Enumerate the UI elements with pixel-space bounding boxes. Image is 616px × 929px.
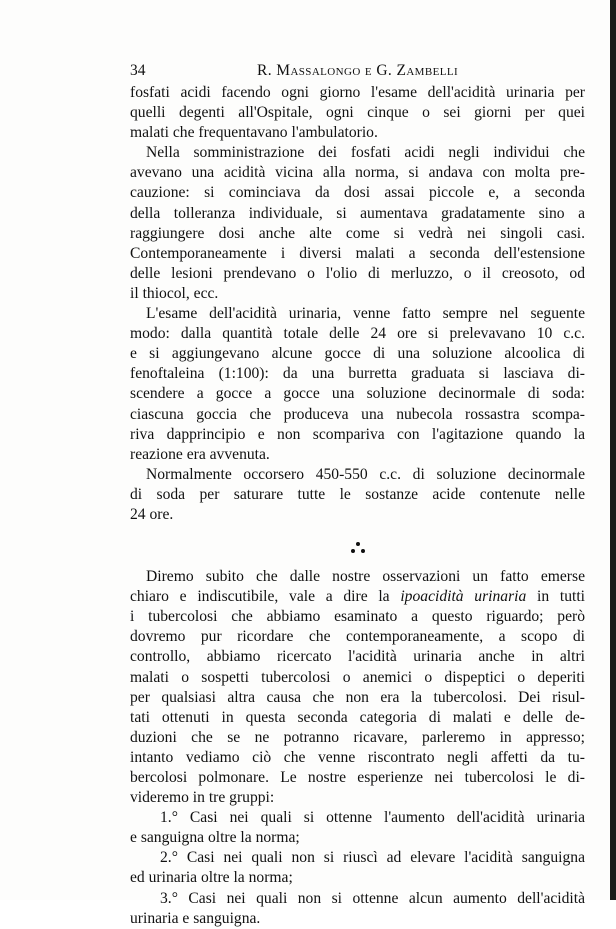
text-line: videremo in tre gruppi: (130, 789, 275, 807)
text-line: della tolleranza individuale, si aumentava gradatamente sino a (130, 204, 585, 222)
paragraph (130, 567, 585, 808)
text-line: i tubercolosi che abbiamo esaminato a questo riguardo; però (130, 608, 585, 626)
text-line: L'esame dell'acidità urinaria, venne fatto sempre nel seguente (146, 305, 585, 323)
text-line-with-emphasis (130, 587, 585, 607)
text-line: duzioni che se ne potranno ricavare, parleremo in appresso; (130, 728, 585, 746)
text-line: fenoftaleina (1:100): da una burretta graduata si lasciava di- (130, 365, 585, 383)
separator-dot (361, 549, 365, 553)
text-line: cauzione: si cominciava da dosi assai piccole e, a seconda (130, 184, 585, 202)
group-list (130, 808, 585, 929)
text-line: raggiungere dosi anche alte come si vedrà nei singoli casi. (130, 224, 585, 242)
text-line: controllo, abbiamo ricercato l'acidità urinaria anche in altri (130, 648, 585, 666)
text-line: bercolosi polmonare. Le nostre esperienze nei tubercolosi le di- (130, 769, 585, 786)
text-line: di soda per saturare tutte le sostanze acide contenute nelle (130, 485, 585, 503)
text-line: scendere a gocce a gocce una soluzione decinormale di soda: (130, 385, 585, 403)
text-line: 24 ore. (130, 505, 174, 523)
group-item-2-line: 2.° Casi nei quali non si riuscì ad elevare l'acidità sanguigna (160, 849, 585, 867)
group-item-3-cont: urinaria e sanguigna. (130, 909, 261, 927)
paragraph (130, 143, 585, 304)
text-line: Nella somministrazione dei fosfati acidi negli individui che (146, 144, 585, 162)
text-line: Contemporaneamente i diversi malati a seconda dell'estensione (130, 244, 585, 262)
emphasis-text: ipoacidità urinaria (400, 588, 527, 606)
paragraph (130, 304, 585, 465)
running-title: R. Massalongo e G. Zambelli (256, 62, 459, 79)
group-item-1-line: 1.° Casi nei quali si ottenne l'aumento dell'acidità urinaria (160, 809, 585, 827)
text-line: intanto vediamo ciò che venne riscontrato negli affetti da tu- (130, 748, 585, 766)
text-line: Normalmente occorsero 450-550 c.c. di soluzione decinormale (146, 465, 585, 483)
text-line: dovremo pur ricordare che contemporaneamente, a scopo di (130, 628, 585, 646)
text-line: per qualsiasi altra causa che non era la tubercolosi. Dei risul- (130, 688, 585, 706)
text-line: malati o sospetti tubercolosi o anemici o dispeptici o deperiti (130, 668, 585, 686)
text-line: delle lesioni prendevano o l'olio di merluzzo, o il creosoto, od (130, 264, 585, 282)
text-line: riva dapprincipio e non scompariva con l'agitazione quando la (130, 425, 585, 443)
text-run: chiaro e indiscutibile, vale a dire la (130, 588, 401, 606)
section-separator (130, 525, 585, 567)
body-text (130, 83, 585, 929)
group-item-2-cont: ed urinaria oltre la norma; (130, 869, 293, 887)
text-line: fosfati acidi facendo ogni giorno l'esame dell'acidità urinaria per (130, 84, 585, 101)
text-line: avevano una acidità vicina alla norma, si andava con molta pre- (130, 164, 585, 182)
separator-dot (351, 549, 355, 553)
separator-dot (356, 542, 360, 546)
text-line: reazione era avvenuta. (130, 445, 270, 463)
paragraph (130, 83, 585, 143)
text-line: tati ottenuti in questa seconda categoria di malati e delle de- (130, 708, 585, 726)
page-number: 34 (130, 62, 146, 79)
paragraph (130, 465, 585, 525)
group-item-1-cont: e sanguigna oltre la norma; (130, 829, 300, 847)
text-line: malati che frequentavano l'ambulatorio. (130, 124, 378, 142)
text-line: modo: dalla quantità totale delle 24 ore si prelevavano 10 c.c. (130, 325, 585, 343)
scan-edge (610, 0, 616, 900)
text-line: e si aggiungevano alcune gocce di una soluzione alcoolica di (130, 345, 585, 363)
text-run: in tutti (526, 588, 585, 606)
running-head (130, 60, 585, 82)
text-line: il thiocol, ecc. (130, 284, 219, 302)
group-item-3-line: 3.° Casi nei quali non si ottenne alcun aumento dell'acidità (160, 889, 585, 907)
text-line: Diremo subito che dalle nostre osservazioni un fatto emerse (146, 568, 585, 586)
text-line: ciascuna goccia che produceva una nubecola rossastra scompa- (130, 405, 585, 423)
text-line: quelli degenti all'Ospitale, ogni cinque o sei giorni per quei (130, 104, 585, 122)
